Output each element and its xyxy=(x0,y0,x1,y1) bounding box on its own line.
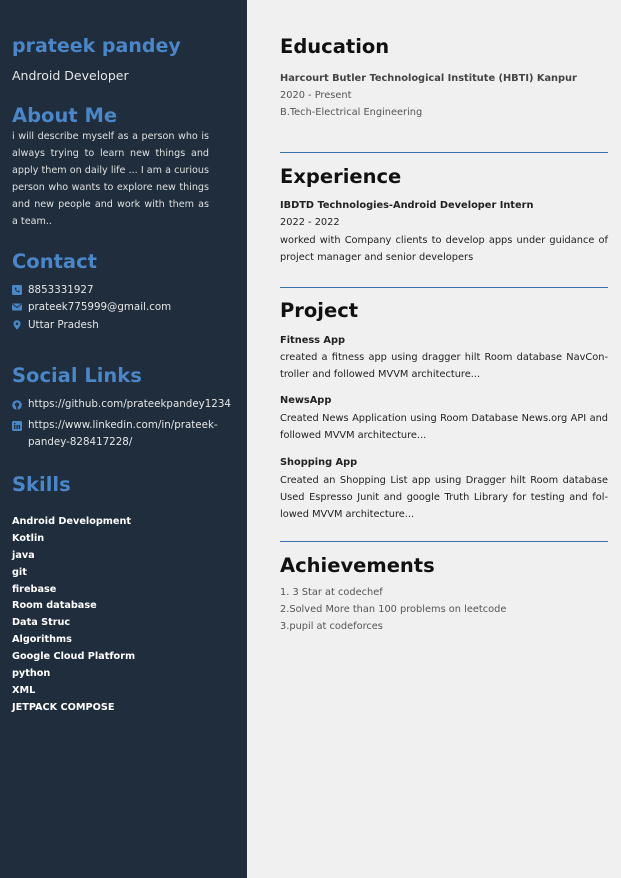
experience-years: 2022 - 2022 xyxy=(280,217,340,228)
skills-heading: Skills xyxy=(12,473,71,496)
skill-item: Kotlin xyxy=(12,532,45,544)
about-heading: About Me xyxy=(12,104,118,127)
skill-item: firebase xyxy=(12,583,57,595)
achievements-heading: Achievements xyxy=(280,554,435,577)
location-pin-icon xyxy=(12,320,22,330)
project-name: NewsApp xyxy=(280,395,332,406)
experience-heading: Experience xyxy=(280,165,402,188)
skill-item: XML xyxy=(12,684,36,696)
project-description: Created an Shopping List app using Dragger hilt Room database Used Espresso Junit and google Truth Library for testing and fol-lowed MVVM architecture... xyxy=(280,475,608,520)
phone-value: 8853331927 xyxy=(28,284,94,296)
project-description: created a fitness app using dragger hilt Room database NavCon-troller and followed MVVM architecture... xyxy=(280,352,608,380)
education-heading: Education xyxy=(280,35,390,58)
skill-item: Algorithms xyxy=(12,634,72,646)
education-institute: Harcourt Butler Technological Institute (HBTI) Kanpur xyxy=(280,73,577,84)
skill-item: Google Cloud Platform xyxy=(12,651,136,663)
github-link[interactable] xyxy=(12,396,231,413)
experience-title: IBDTD Technologies-Android Developer Intern xyxy=(280,200,534,211)
project-name: Shopping App xyxy=(280,457,358,468)
contact-phone xyxy=(12,284,94,296)
contact-heading: Contact xyxy=(12,250,97,273)
skill-item: java xyxy=(12,549,35,561)
profile-name: prateek pandey xyxy=(12,35,181,57)
achievement-item: 3.pupil at codeforces xyxy=(280,621,383,632)
achievement-item: 1. 3 Star at codechef xyxy=(280,587,383,598)
linkedin-link[interactable] xyxy=(12,417,227,451)
skill-item: Data Struc xyxy=(12,617,71,629)
linkedin-url[interactable]: https://www.linkedin.com/in/prateek-pandey-828417228/ xyxy=(28,419,218,448)
project-description: Created News Application using Room Database News.org API and followed MVVM architecture... xyxy=(280,413,608,441)
envelope-icon xyxy=(12,302,22,312)
skill-item: python xyxy=(12,668,51,680)
education-degree: B.Tech-Electrical Engineering xyxy=(280,107,423,118)
achievement-item: 2.Solved More than 100 problems on leetcode xyxy=(280,604,507,615)
sidebar xyxy=(0,0,247,878)
project-heading: Project xyxy=(280,299,359,322)
skill-item: JETPACK COMPOSE xyxy=(12,701,115,713)
section-divider xyxy=(280,287,608,288)
skills-list xyxy=(12,514,135,717)
section-divider xyxy=(280,152,608,153)
github-url[interactable]: https://github.com/prateekpandey1234 xyxy=(28,398,231,410)
location-value: Uttar Pradesh xyxy=(28,319,99,331)
about-text: i will describe myself as a person who is always trying to learn new things and apply them on daily life ... I am a curious person who wants to explore new things and new people and work with them as a team.. xyxy=(12,131,209,227)
education-years: 2020 - Present xyxy=(280,90,352,101)
contact-email[interactable] xyxy=(12,301,171,313)
project-name: Fitness App xyxy=(280,335,346,346)
section-divider xyxy=(280,541,608,542)
phone-icon xyxy=(12,285,22,295)
linkedin-icon xyxy=(12,420,22,430)
social-links-heading: Social Links xyxy=(12,364,142,387)
profile-role: Android Developer xyxy=(12,68,129,83)
github-icon xyxy=(12,399,22,409)
email-value[interactable]: prateek775999@gmail.com xyxy=(28,301,172,313)
skill-item: Android Development xyxy=(12,516,131,527)
skill-item: git xyxy=(12,566,27,578)
skill-item: Room database xyxy=(12,600,97,612)
contact-location xyxy=(12,319,99,331)
experience-description: worked with Company clients to develop apps under guidance of project manager and senior developers xyxy=(280,235,608,263)
